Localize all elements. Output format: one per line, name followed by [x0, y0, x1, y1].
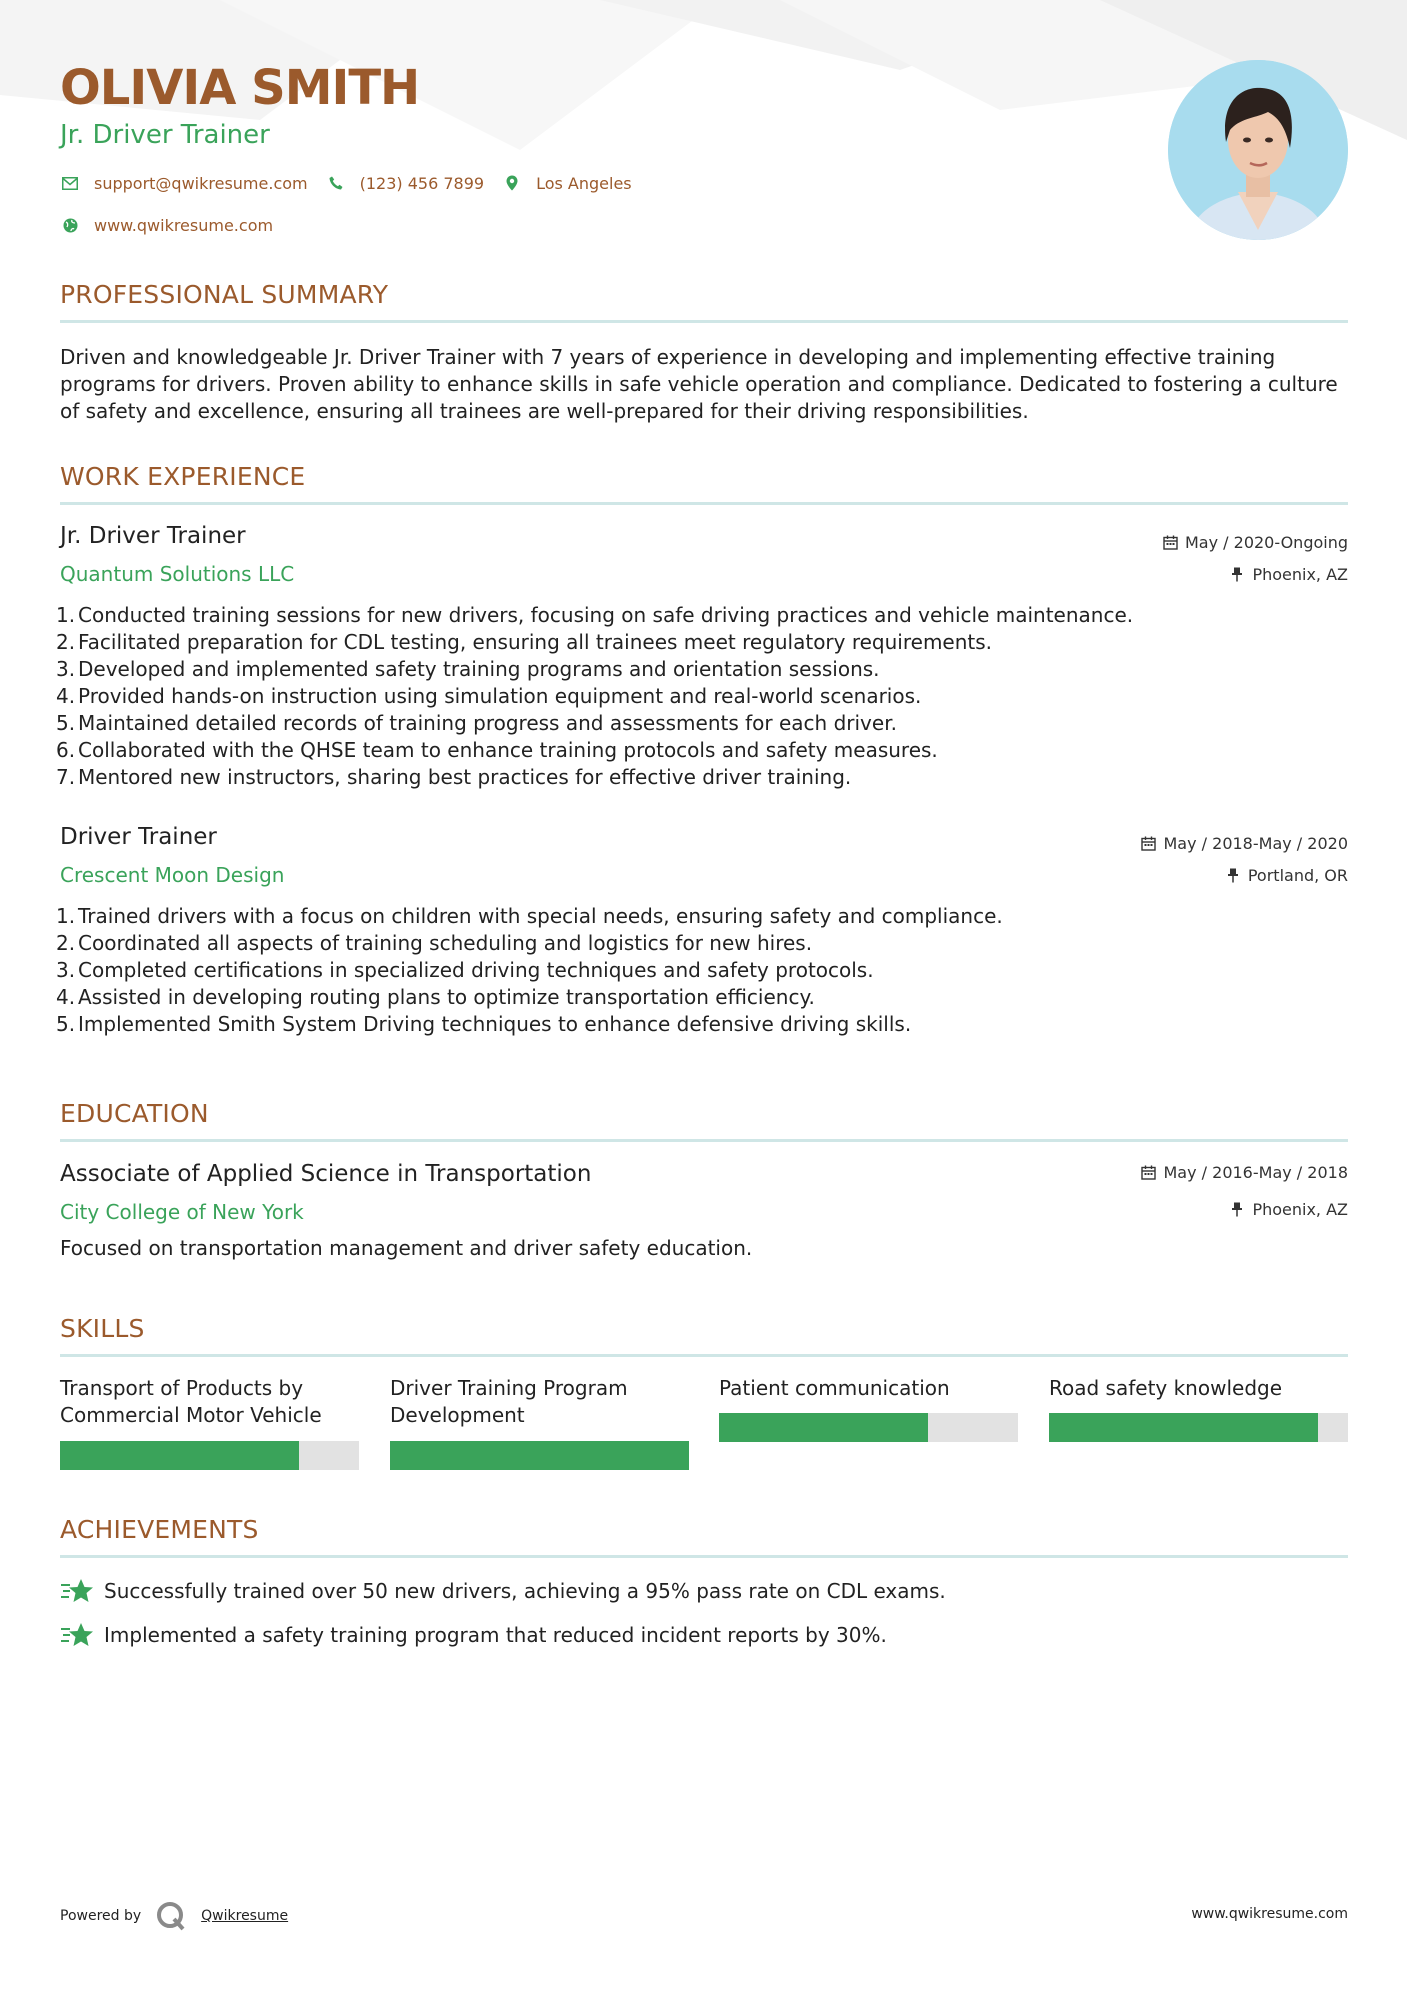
skill-item	[60, 1375, 359, 1429]
location-text: Los Angeles	[536, 173, 632, 193]
achievement-text: Successfully trained over 50 new drivers, achieving a 95% pass rate on CDL exams.	[104, 1579, 946, 1603]
job-title: Jr. Driver Trainer	[60, 523, 246, 549]
skill-name: Patient communication	[719, 1376, 950, 1400]
company-name: Crescent Moon Design	[60, 863, 285, 887]
skill-bar-track	[719, 1413, 1018, 1442]
degree-title: Associate of Applied Science in Transportation	[60, 1161, 592, 1187]
star-icon	[60, 1621, 94, 1649]
section-divider	[60, 320, 1348, 323]
job-location-text: Portland, OR	[1247, 866, 1348, 885]
list-item: 7. Mentored new instructors, sharing best practices for effective driver training.	[56, 765, 852, 789]
pin-icon	[1228, 1201, 1246, 1219]
achievement-item	[60, 1577, 946, 1605]
map-marker-icon	[502, 173, 522, 193]
list-item-text: Collaborated with the QHSE team to enhance training protocols and safety measures.	[78, 738, 938, 762]
qwikresume-logo-icon	[155, 1900, 187, 1932]
list-item: 5. Maintained detailed records of training progress and assessments for each driver.	[56, 711, 897, 735]
achievement-text: Implemented a safety training program that reduced incident reports by 30%.	[104, 1623, 887, 1647]
contact-email[interactable]	[60, 173, 308, 193]
achievements-heading: ACHIEVEMENTS	[60, 1515, 259, 1544]
list-item-text: Mentored new instructors, sharing best practices for effective driver training.	[78, 765, 852, 789]
powered-by-label: Powered by	[60, 1908, 142, 1924]
list-item-text: Conducted training sessions for new drivers, focusing on safe driving practices and vehicle maintenance.	[78, 603, 1134, 627]
globe-icon	[60, 215, 80, 235]
list-item: 2. Facilitated preparation for CDL testing, ensuring all trainees meet regulatory requirements.	[56, 630, 993, 654]
section-divider	[60, 1354, 1348, 1357]
list-item-text: Implemented Smith System Driving techniques to enhance defensive driving skills.	[78, 1012, 912, 1036]
skill-bar-fill	[719, 1413, 928, 1442]
list-item-text: Maintained detailed records of training progress and assessments for each driver.	[78, 711, 897, 735]
list-item-text: Developed and implemented safety training programs and orientation sessions.	[78, 657, 880, 681]
skill-item	[719, 1375, 1018, 1429]
list-item: 4. Assisted in developing routing plans to optimize transportation efficiency.	[56, 985, 815, 1009]
summary-text: Driven and knowledgeable Jr. Driver Trainer with 7 years of experience in developing and implementing effective training programs for drivers. Proven ability to enhance skills in safe vehicle operation and compliance. Dedicated to fostering a culture of safety and excellence, ensuring all trainees are well-prepared for their driving responsibilities.	[60, 345, 1338, 423]
education-heading: EDUCATION	[60, 1099, 209, 1128]
list-item-text: Completed certifications in specialized driving techniques and safety protocols.	[78, 958, 874, 982]
pin-icon	[1224, 867, 1242, 885]
job-title: Driver Trainer	[60, 824, 217, 850]
list-item: 1. Conducted training sessions for new drivers, focusing on safe driving practices and vehicle maintenance.	[56, 603, 1134, 627]
list-item-text: Assisted in developing routing plans to optimize transportation efficiency.	[78, 985, 815, 1009]
skill-item	[1049, 1375, 1348, 1429]
company-name: Quantum Solutions LLC	[60, 562, 295, 586]
section-divider	[60, 1139, 1348, 1142]
school-name: City College of New York	[60, 1200, 304, 1224]
job-date	[1161, 533, 1348, 552]
summary-heading: PROFESSIONAL SUMMARY	[60, 280, 389, 309]
skill-item	[390, 1375, 689, 1429]
skill-bar-track	[1049, 1413, 1348, 1442]
calendar-icon	[1140, 835, 1158, 853]
brand-link[interactable]: Qwikresume	[201, 1908, 289, 1924]
contact-location	[502, 173, 632, 193]
star-icon	[60, 1577, 94, 1605]
skills-heading: SKILLS	[60, 1314, 145, 1343]
list-item: 1. Trained drivers with a focus on children with special needs, ensuring safety and compliance.	[56, 904, 1003, 928]
phone-text: (123) 456 7899	[359, 173, 485, 193]
skill-bar-track	[390, 1441, 689, 1470]
candidate-name: OLIVIA SMITH	[60, 60, 420, 116]
calendar-icon	[1161, 534, 1179, 552]
list-item: 2. Coordinated all aspects of training scheduling and logistics for new hires.	[56, 931, 813, 955]
candidate-title: Jr. Driver Trainer	[60, 120, 270, 150]
list-item: 3. Developed and implemented safety training programs and orientation sessions.	[56, 657, 880, 681]
list-item-text: Trained drivers with a focus on children with special needs, ensuring safety and compliance.	[78, 904, 1003, 928]
achievement-item	[60, 1621, 887, 1649]
skill-name: Driver Training Program Development	[390, 1376, 628, 1427]
list-item: 5. Implemented Smith System Driving techniques to enhance defensive driving skills.	[56, 1012, 912, 1036]
education-location-text: Phoenix, AZ	[1252, 1200, 1348, 1219]
job-location-text: Phoenix, AZ	[1252, 565, 1348, 584]
education-description: Focused on transportation management and driver safety education.	[60, 1236, 753, 1260]
skill-bar-track	[60, 1441, 359, 1470]
list-item-text: Facilitated preparation for CDL testing, ensuring all trainees meet regulatory requirements.	[78, 630, 993, 654]
contact-website[interactable]	[60, 215, 273, 235]
job-responsibilities	[56, 903, 1328, 1038]
footer-powered-by	[60, 1900, 288, 1932]
list-item: 6. Collaborated with the QHSE team to enhance training protocols and safety measures.	[56, 738, 938, 762]
pin-icon	[1228, 566, 1246, 584]
job-date	[1140, 834, 1349, 853]
job-location	[1228, 565, 1348, 584]
list-item: 4. Provided hands-on instruction using simulation equipment and real-world scenarios.	[56, 684, 922, 708]
list-item: 3. Completed certifications in specialized driving techniques and safety protocols.	[56, 958, 874, 982]
section-divider	[60, 502, 1348, 505]
calendar-icon	[1140, 1164, 1158, 1182]
job-date-text: May / 2020-Ongoing	[1185, 533, 1348, 552]
education-location	[1228, 1200, 1348, 1219]
job-responsibilities	[56, 602, 1328, 791]
skill-bar-fill	[60, 1441, 299, 1470]
skill-bar-fill	[1049, 1413, 1318, 1442]
contact-row-website	[60, 215, 291, 235]
list-item-text: Provided hands-on instruction using simulation equipment and real-world scenarios.	[78, 684, 922, 708]
job-date-text: May / 2018-May / 2020	[1163, 834, 1348, 853]
experience-heading: WORK EXPERIENCE	[60, 462, 306, 491]
list-item-text: Coordinated all aspects of training scheduling and logistics for new hires.	[78, 931, 813, 955]
skill-bar-fill	[390, 1441, 689, 1470]
education-date-text: May / 2016-May / 2018	[1163, 1163, 1348, 1182]
skill-name: Transport of Products by Commercial Motor Vehicle	[60, 1376, 322, 1427]
envelope-icon	[60, 173, 80, 193]
contact-row	[60, 173, 650, 193]
phone-icon	[326, 173, 346, 193]
skill-name: Road safety knowledge	[1049, 1376, 1283, 1400]
profile-photo	[1168, 60, 1348, 240]
website-text: www.qwikresume.com	[94, 215, 274, 235]
contact-phone[interactable]	[326, 173, 484, 193]
email-text: support@qwikresume.com	[94, 173, 308, 193]
section-divider	[60, 1555, 1348, 1558]
education-date	[1140, 1163, 1349, 1182]
job-location	[1224, 866, 1348, 885]
footer-website[interactable]: www.qwikresume.com	[1191, 1906, 1348, 1922]
